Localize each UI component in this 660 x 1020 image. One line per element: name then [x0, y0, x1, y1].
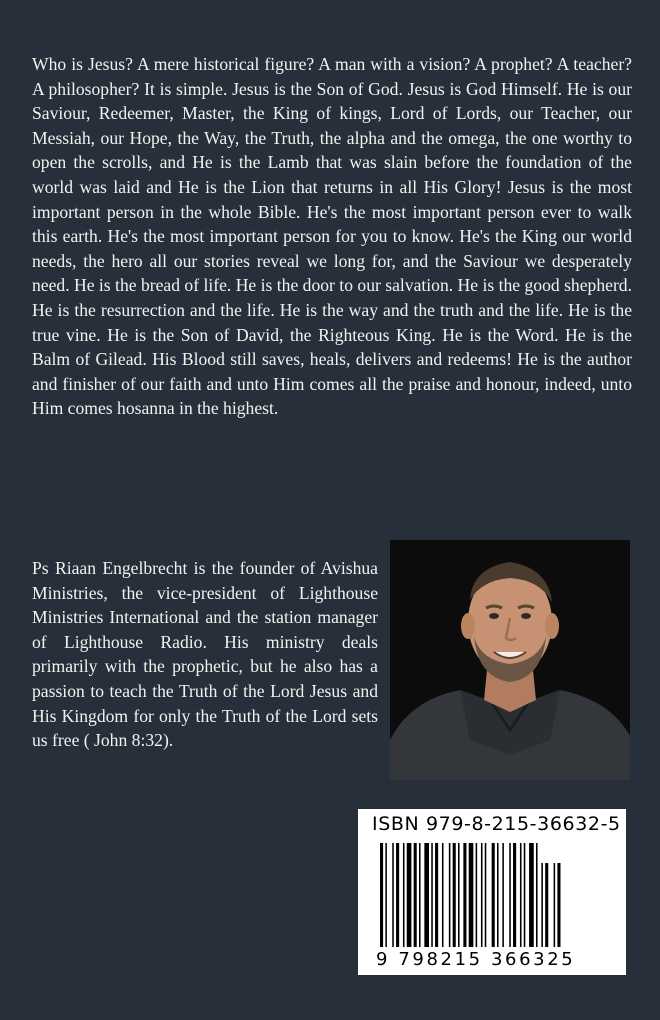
- book-blurb: Who is Jesus? A mere historical figure? A man with a vision? A prophet? A teacher? A philosopher? It is simple. Jesus is the Son of God. Jesus is God Himself. He is our Saviour, Redeemer, Master, the King of kings, Lord of Lords, our Teacher, our Messiah, our Hope, the Way, the Truth, the alpha and the omega, the one worthy to open the scrolls, and He is the Lamb that was slain before the foundation of the world was laid and He is the Lion that returns in all His Glory! Jesus is the most important person in the whole Bible. He's the most important person ever to walk this earth. He's the most important person for you to know. He's the King our world needs, the hero all our stories reveal we long for, and the Saviour we desperately need. He is the bread of life. He is the door to our salvation. He is the good shepherd. He is the resurrection and the life. He is the way and the truth and the life. He is the true vine. He is the Son of David, the Righteous King. He is the Word. He is the Balm of Gilead. His Blood still saves, heals, delivers and redeems! He is the author and finisher of our faith and unto Him comes all the praise and honour, indeed, unto Him comes hosanna in the highest.: [32, 54, 632, 419]
- isbn-barcode: [358, 809, 626, 975]
- isbn-label: ISBN 979-8-215-36632-5: [372, 813, 621, 835]
- author-photo: [390, 540, 630, 780]
- author-bio: Ps Riaan Engelbrecht is the founder of Avishua Ministries, the vice-president of Lighthouse Ministries International and the station manager of Lighthouse Radio. His ministry deals primarily with the prophetic, but he also has a passion to teach the Truth of the Lord Jesus and His Kingdom for only the Truth of the Lord sets us free ( John 8:32).: [32, 558, 378, 751]
- barcode-digits: 9 798215 366325: [376, 949, 576, 970]
